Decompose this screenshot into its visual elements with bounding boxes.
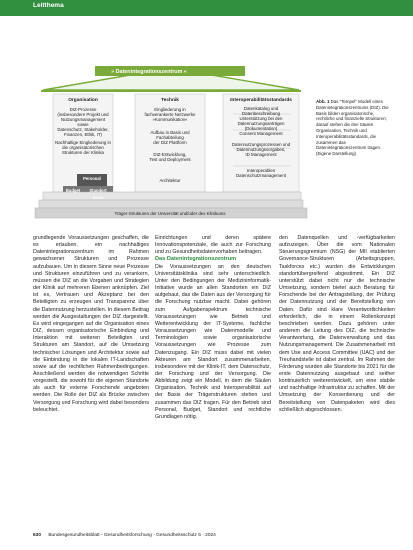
- caption-label: Abb. 1: [316, 99, 330, 104]
- pillar-right-text-top: [225, 106, 297, 131]
- section-header-bar: [0, 0, 413, 16]
- pillar-middle-text-low: [137, 152, 203, 162]
- pillar-right-line: Datenkatalog und Datenbeschreibung: [241, 106, 281, 117]
- pillar-middle-line: DIZ-Entwicklung,: [153, 152, 187, 157]
- pillar-right-line: Datennutzungsvorgaben,: [236, 147, 286, 153]
- pillar-middle-line: Test und Deployment: [149, 157, 191, 163]
- temple-base-label: Träger-Strukturen der Universität und/oder des Klinikums: [114, 211, 226, 216]
- pillar-left-text-top: [55, 107, 111, 138]
- section-heading: Das Datenintegrationszentrum: [155, 256, 237, 263]
- pillar-right-title: Interoperabilitätsstandards: [230, 98, 292, 103]
- roof-beam: [41, 90, 301, 92]
- pillar-left-text-bottom: [55, 140, 111, 155]
- column-2-intro: Einrichtungen und deren spätere Innovationspotenziale, die auch zur Forschung und zu Gesundheitsdatenvorhaben beitragen.: [155, 235, 271, 256]
- pillar-left-line: Nachhaltige Eingliederung in: [55, 140, 111, 145]
- diz-banner-label: » Datenintegrationszentrum «: [111, 69, 187, 75]
- body-column-2: [155, 235, 271, 421]
- pillar-middle-line: fachverankerte Netzwerke: [144, 112, 196, 118]
- pillar-left-line: Nutzungsmanagement sowie: [60, 117, 106, 128]
- column-1-text: grundlegende Voraussetzungen geschaffen, die es erlauben, ein nachhaltiges Datenintegrationszentrum im Rahmen gewachsener Strukturen und Prozesse aufzubauen. Um in diesem Sinne neue Prozesse und Strukturen einzuführen und zu verankern, müssen die DIZ an die Vorgaben und Strategien der Klinik auf mehreren Ebenen anknüpfen. Ziel ist es, Vertrauen und Akzeptanz bei den Beteiligten zu erzeugen und Transparenz über die Datennutzung herzustellen. In diesem Beitrag werden die Ausgestaltungen der DIZ dargestellt. Es wird eingegangen auf die Organisation eines DIZ, dessen organisatorische Einbindung und Interaktion mit weiteren Beteiligten und Strukturen am Standort, auf die Umsetzung technischer Lösungen und Architektur sowie auf die Einbindung in die lokalen IT-Landschaften sowie auf die rechtlichen Rahmenbedingungen. Anschließend werden die notwendigen Schritte vorgestellt, die sowohl für die eigenen Standorte als auch für externe Forschende angeboten werden. Die Rolle der DIZ als Brücke zwischen Versorgung und Forschung wird dabei besonders beleuchtet.: [33, 235, 149, 413]
- pillar-right-line: Datennutzungsprozessen und: [231, 142, 291, 147]
- pillar-right-line: Consent Management: [239, 131, 283, 136]
- stair-standort-label: Standort: [89, 188, 107, 193]
- plinth-upper: [43, 192, 301, 200]
- pillar-left-line: Strukturen der Klinika: [62, 150, 104, 156]
- pillar-middle-line: »Kommunikation«: [152, 117, 188, 123]
- pillar-left-line: Datenschutz, Stakeholder,: [57, 127, 109, 133]
- column-3-text: den Datenquellen und -verfügbarkeiten aufzuzeigen. Über die vom Nationalen Steuerungsgremium (NSG) der MII etablierten Governance-Strukturen (Arbeitsgruppen, Taskforces etc.) wurden die Entwicklungen standortübergreifend abgestimmt. Ein DIZ unterstützt dabei nicht nur die technische Umsetzung, sondern bietet auch Beratung für Forschende bei der Antragstellung, der Prüfung der Datennutzung und der Bereitstellung von Daten. Dafür sind klare Verantwortlichkeiten erforderlich, die in einem Rollenkonzept beschrieben werden. Dazu gehören unter anderem die Leitung des DIZ, die technische Verantwortung, die Datenverwaltung und das Nutzungsmanagement. Die Zusammenarbeit mit dem Use and Access Committee (UAC) und der Treuhandstelle ist dabei zentral. Im Rahmen der Förderung wurden alle Standorte bis 2021 für die erste Datennutzung ausgebaut und seither kontinuierlich weiterentwickelt, um eine stabile und nachhaltige Infrastruktur zu schaffen. Mit der Umsetzung der Konsentierung und der Bereitstellung von Datenpaketen wird dies schließlich abgeschlossen.: [279, 235, 395, 413]
- body-column-1: [33, 235, 149, 414]
- pillar-left-line: (insbesondere Projekt und: [57, 112, 109, 118]
- pillar-right-text-mid: [225, 142, 297, 157]
- figure-caption: [316, 99, 394, 157]
- pillar-right-line: ID Management: [245, 152, 277, 158]
- pillar-right-line: (Dokumentation): [244, 126, 278, 132]
- pillar-middle-text-top: [137, 107, 203, 122]
- pillar-left-title: Organisation: [68, 98, 98, 103]
- page-footer: [33, 533, 393, 538]
- pillar-middle-line: Aufbau in Basis und Fachabteilung: [150, 130, 190, 141]
- plinth-lower: [39, 200, 303, 208]
- pillar-left-line: die organisatorischen: [62, 145, 104, 151]
- stair-personal-label: Personal: [83, 176, 101, 181]
- pillar-middle-line: Architektur: [159, 178, 181, 183]
- pillar-middle-text-mid: [137, 130, 203, 145]
- pillar-middle-line: Eingliederung in: [154, 107, 186, 112]
- stair-recht-label: Recht: [92, 196, 104, 200]
- stair-budget-label: Budget: [65, 188, 81, 193]
- pillar-right-line: Unterstützung bei den Datennutzungsanträgen: [237, 116, 285, 127]
- pillar-middle-title: Technik: [161, 98, 179, 103]
- pillar-left-line: DIZ-Prozesse: [69, 107, 97, 112]
- pillar-right-line: Interoperables: [246, 168, 276, 173]
- pillar-right-text-consent: [225, 131, 297, 136]
- pillar-right-text-bottom: [225, 168, 297, 178]
- section-label: Leitthema: [33, 2, 64, 9]
- journal-name: Bundesgesundheitsblatt - Gesundheitsforschung - Gesundheitsschutz 6 · 2024: [48, 533, 216, 538]
- column-2-text: Die Voraussetzungen an den deutschen Universitätsklinika sind sehr unterschiedlich. Unter den Bedingungen der Medizininformatik-Initiative wurde an allen Standorten ein DIZ aufgebaut, das die Daten aus der Versorgung für die Forschung nutzbar macht. Dabei gehören zum Aufgabenspektrum technische Voraussetzungen wie Betrieb und Weiterentwicklung der IT-Systeme, fachliche Voraussetzungen wie Datenmodelle und Terminologien sowie organisatorische Voraussetzungen wie Prozesse zum Datenzugang. Ein DIZ muss dabei mit vielen Akteuren am Standort zusammenarbeiten, insbesondere mit der Klinik-IT, dem Datenschutz, der Forschung und der Versorgung. Die Abbildung zeigt ein Modell, in dem die Säulen Organisation, Technik und Interoperabilität auf der Basis der Trägerstrukturen stehen und zusammen das DIZ tragen. Für den Betrieb sind Personal, Budget, Standort und rechtliche Grundlagen nötig.: [155, 263, 271, 420]
- page-number: 630: [33, 533, 42, 538]
- pillar-right-line: Datenschutzmanagement: [235, 173, 287, 179]
- body-column-3: [279, 235, 395, 414]
- pillar-left-line: Finanzen, Ethik, IT): [63, 132, 103, 138]
- caption-text: Das "Tempel" Modell eines Datenintegrationszentrums (DIZ). Die Basis bilden organisatorische, rechtliche und finanzielle Strukturen; darauf stehen die drei Säulen Organisation, Technik und Interoperabilitätsstandards, die zusammen das Datenintegrationszentrum tragen. (Eigene Darstellung): [316, 99, 389, 157]
- pillar-middle-line: der DIZ Plattform: [153, 140, 187, 146]
- pillar-middle-text-bottom: [137, 178, 203, 183]
